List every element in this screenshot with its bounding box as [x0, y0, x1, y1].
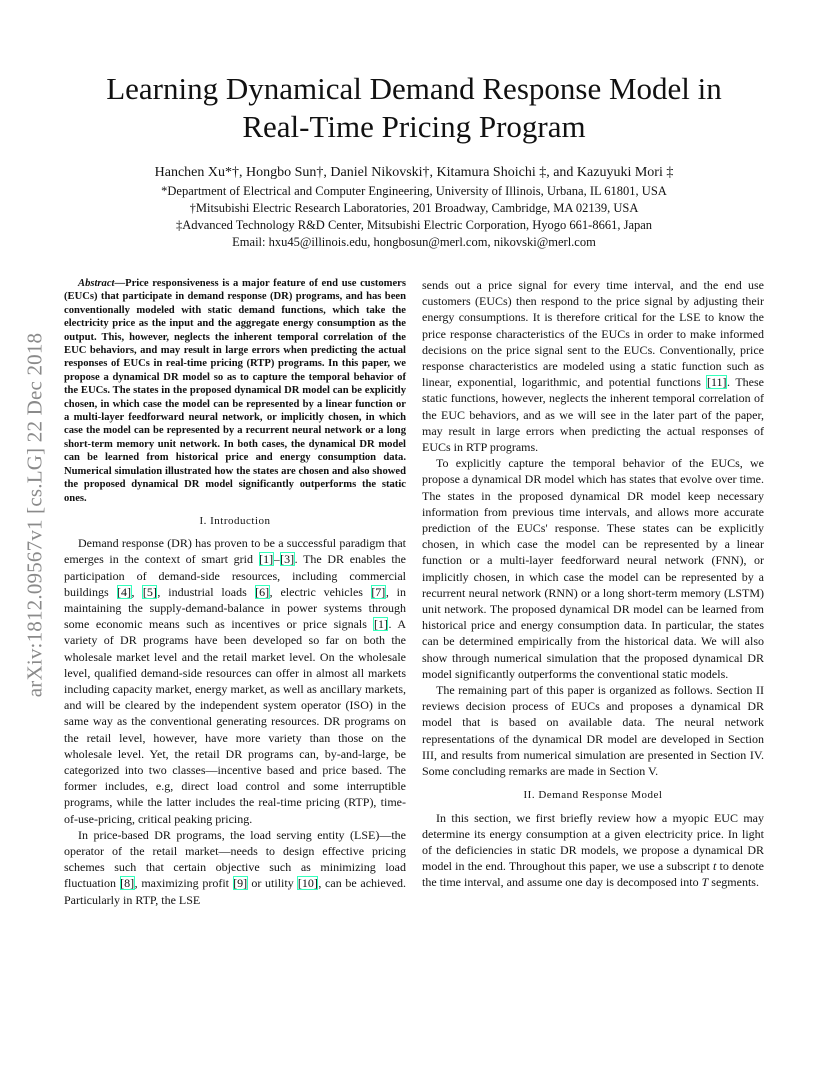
- citation-link[interactable]: [9]: [233, 876, 248, 891]
- intro-paragraph-2-continued: [422, 277, 764, 455]
- citation-link[interactable]: [4]: [117, 584, 132, 599]
- citation-link[interactable]: [10]: [297, 876, 318, 891]
- text-span: , electric vehicles: [269, 584, 371, 599]
- intro-paragraph-2: [64, 827, 406, 908]
- arxiv-sidebar: [6, 270, 64, 760]
- intro-paragraph-3: To explicitly capture the temporal behavior of the EUCs, we propose a dynamical DR model which has states that evolve over time. The states in the proposed dynamical DR model keep necessary information from previous time intervals, and allows more accurate prediction of the EUCs' response. These states can be explicitly chosen, in which case the model can be represented by a linear function or a multi-layer feedforward neural network (FNN), or implicitly chosen, in which case the model can be represented by a recurrent neural network (RNN) or a long short-term memory (LSTM) unit network. The proposed dynamical DR model can be learned from historical price and energy consumption data. In particular, the states can be determined empirically from the historical data. We will also show through numerical simulation that the proposed dynamical DR model significantly outperforms the conventional static models.: [422, 456, 764, 681]
- affiliations: [50, 183, 778, 251]
- text-span: sends out a price signal for every time interval, and the end use customers (EUCs) then respond to the price signal by adjusting their energy consumptions. It is therefore critical for the LSE to know the price response characteristics of the EUCs in order to make informed decisions on the price signal sent to the EUCs. Conventionally, price response characteristics are modeled using a static function such as linear, exponential, logarithmic, and potential functions: [422, 278, 764, 390]
- citation-link[interactable]: [3]: [280, 552, 295, 567]
- affiliation-mitsubishi: ‡Advanced Technology R&D Center, Mitsubishi Electric Corporation, Hyogo 661-8661, Japan: [175, 218, 653, 232]
- text-span: –: [273, 552, 280, 567]
- text-span: . The DR enables the participation of demand-side resources, including commercial buildings: [64, 552, 407, 599]
- intro-paragraph-1: [64, 535, 406, 827]
- paper-title: [50, 70, 778, 146]
- model-paragraph-1: [422, 810, 764, 891]
- title-line-1: Learning Dynamical Demand Response Model in: [106, 71, 722, 106]
- intro-paragraph-4: The remaining part of this paper is organized as follows. Section II reviews decision process of EUCs and proposes a dynamical DR model that is based on available data. The neural network representations of the dynamical DR model are developed in Section III, and results from numerical simulation are presented in Section IV. Some concluding remarks are made in Section V.: [422, 683, 764, 779]
- abstract-label: Abstract: [78, 278, 115, 289]
- text-span: , maximizing profit: [134, 876, 233, 891]
- left-column: [64, 277, 406, 908]
- right-column: [422, 277, 764, 891]
- text-span: . These static functions, however, neglects the inherent temporal correlation of the EUC behaviors, and as we will see in the later part of the paper, may result in large errors when predicting the actual responses of EUCs in RTP programs.: [422, 375, 765, 455]
- text-span: , can be achieved. Particularly in RTP, the LSE: [64, 876, 407, 907]
- section-heading-demand-response-model: II. Demand Response Model: [523, 789, 663, 802]
- author-emails: Email: hxu45@illinois.edu, hongbosun@merl.com, nikovski@merl.com: [232, 235, 596, 249]
- affiliation-merl: †Mitsubishi Electric Research Laboratories, 201 Broadway, Cambridge, MA 02139, USA: [189, 201, 639, 215]
- text-span: , in maintaining the supply-demand-balance in power systems through some economic means such as incentives or price signals: [64, 584, 407, 632]
- text-span: In this section, we first briefly review how a myopic EUC may determine its energy consumption at a given electricity price. In light of the deficiencies in static DR models, we propose a dynamical DR model in the end. Throughout this paper, we use a subscript: [422, 810, 764, 874]
- text-span: In price-based DR programs, the load serving entity (LSE)—the operator of the retail market—needs to design effective pricing schemes such that certain objective such as minimizing load fluctuation: [64, 827, 406, 891]
- arxiv-identifier: arXiv:1812.09567v1 [cs.LG] 22 Dec 2018: [22, 332, 47, 698]
- citation-link[interactable]: [11]: [706, 375, 727, 390]
- title-line-2: Real-Time Pricing Program: [242, 109, 586, 144]
- citation-link[interactable]: [5]: [142, 584, 157, 599]
- text-span: , industrial loads: [157, 584, 255, 599]
- citation-link[interactable]: [8]: [120, 876, 135, 891]
- text-span: ,: [131, 584, 143, 599]
- citation-link[interactable]: [1]: [373, 617, 388, 632]
- abstract-text: —Price responsiveness is a major feature of end use customers (EUCs) that participate in demand response (DR) programs, and has been conventionally modeled with static demand functions, which take the electricity price as the input and the aggregate energy consumption as the output. This, however, neglects the inherent temporal correlation of the EUC behaviors, and may result in large errors when predicting the actual responses of EUCs in real-time pricing (RTP) programs. In this paper, we propose a dynamical DR model so as to capture the temporal behavior of the EUCs. The states in the proposed dynamical DR model can be explicitly chosen, in which case the model can be represented by a linear function or a multi-layer feedforward neural network, or implicitly chosen, in which case the model can be represented by a recurrent neural network or a long short-term memory unit network. In both cases, the dynamical DR model can be learned from historical price and energy consumption data. Numerical simulation illustrated how the states are chosen and also showed the proposed dynamical DR model significantly outperforms the static ones.: [64, 278, 406, 504]
- affiliation-uiuc: *Department of Electrical and Computer Engineering, University of Illinois, Urbana, IL 61801, USA: [161, 184, 667, 198]
- citation-link[interactable]: [1]: [259, 552, 274, 567]
- citation-link[interactable]: [6]: [255, 584, 270, 599]
- text-span: segments.: [708, 875, 759, 890]
- citation-link[interactable]: [7]: [371, 584, 386, 599]
- abstract: [64, 277, 406, 505]
- text-span: or utility: [247, 876, 298, 891]
- math-symbol-T: T: [701, 875, 709, 890]
- author-list: Hanchen Xu*†, Hongbo Sun†, Daniel Nikovski†, Kitamura Shoichi ‡, and Kazuyuki Mori ‡: [154, 165, 674, 180]
- text-span: . A variety of DR programs have been developed so far on both the wholesale market level and the retail market level. On the wholesale level, qualified demand-side resources can offer in almost all markets including capacity market, energy market, as well as ancillary markets, and will be cleared by the independent system operator (ISO) in the same way as the conventional generating resources. DR programs on the retail level, however, have more variety than those on the wholesale level. Yet, the retail DR programs can, by-and-large, be categorized into two classes—incentive based and price based. The former includes, e.g, direct load control and some interruptible programs, while the latter includes the real-time pricing (RTP), time-of-use-pricing, critical peaking pricing.: [64, 617, 406, 826]
- text-span: Demand response (DR) has proven to be a successful paradigm that emerges in the context of smart grid: [64, 536, 406, 567]
- math-symbol-t: t: [712, 859, 717, 874]
- section-heading-introduction: I. Introduction: [199, 514, 271, 527]
- text-span: to denote the time interval, and assume one day is decomposed into: [422, 859, 764, 890]
